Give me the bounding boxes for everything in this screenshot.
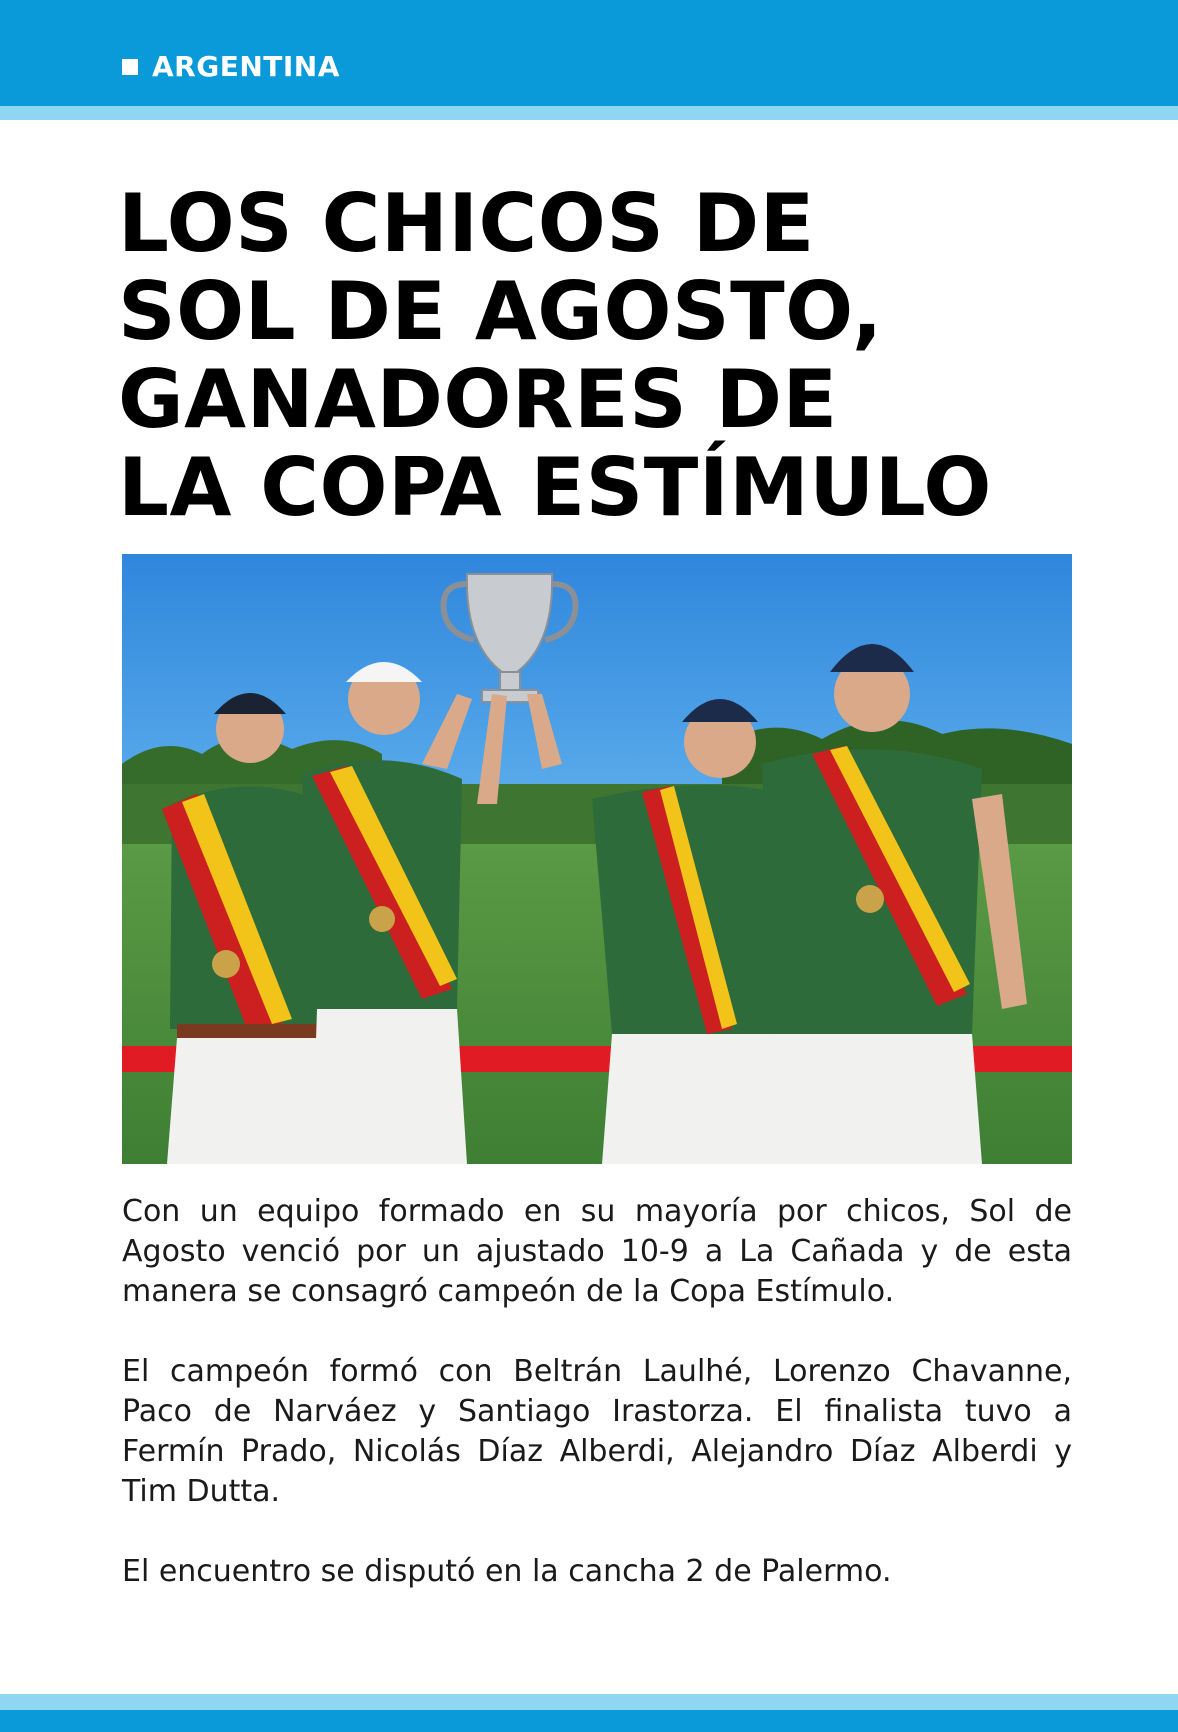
section-label-text: ARGENTINA <box>152 50 340 83</box>
headline-line-2: SOL DE AGOSTO, <box>118 265 883 358</box>
headline <box>118 177 1078 534</box>
square-bullet-icon <box>122 59 138 75</box>
headline-line-1: LOS CHICOS DE <box>118 177 815 270</box>
header-stripe <box>0 106 1178 120</box>
paragraph-1: Con un equipo formado en su mayoría por chicos, Sol de Agosto venció por un ajustado 10-9 a La Cañada y de esta manera se consagró campeón de la Copa Estímulo. <box>122 1194 1072 1309</box>
article-body <box>122 1192 1072 1632</box>
footer-band <box>0 1710 1178 1732</box>
paragraph-3: El encuentro se disputó en la cancha 2 de Palermo. <box>122 1554 892 1589</box>
headline-line-4: LA COPA ESTÍMULO <box>118 441 992 534</box>
team-photo <box>122 554 1072 1164</box>
footer-stripe <box>0 1694 1178 1710</box>
section-label <box>122 50 340 83</box>
headline-line-3: GANADORES DE <box>118 353 838 446</box>
paragraph-2: El campeón formó con Beltrán Laulhé, Lorenzo Chavanne, Paco de Narváez y Santiago Irastorza. El finalista tuvo a Fermín Prado, Nicolás Díaz Alberdi, Alejandro Díaz Alberdi y Tim Dutta. <box>122 1354 1072 1509</box>
